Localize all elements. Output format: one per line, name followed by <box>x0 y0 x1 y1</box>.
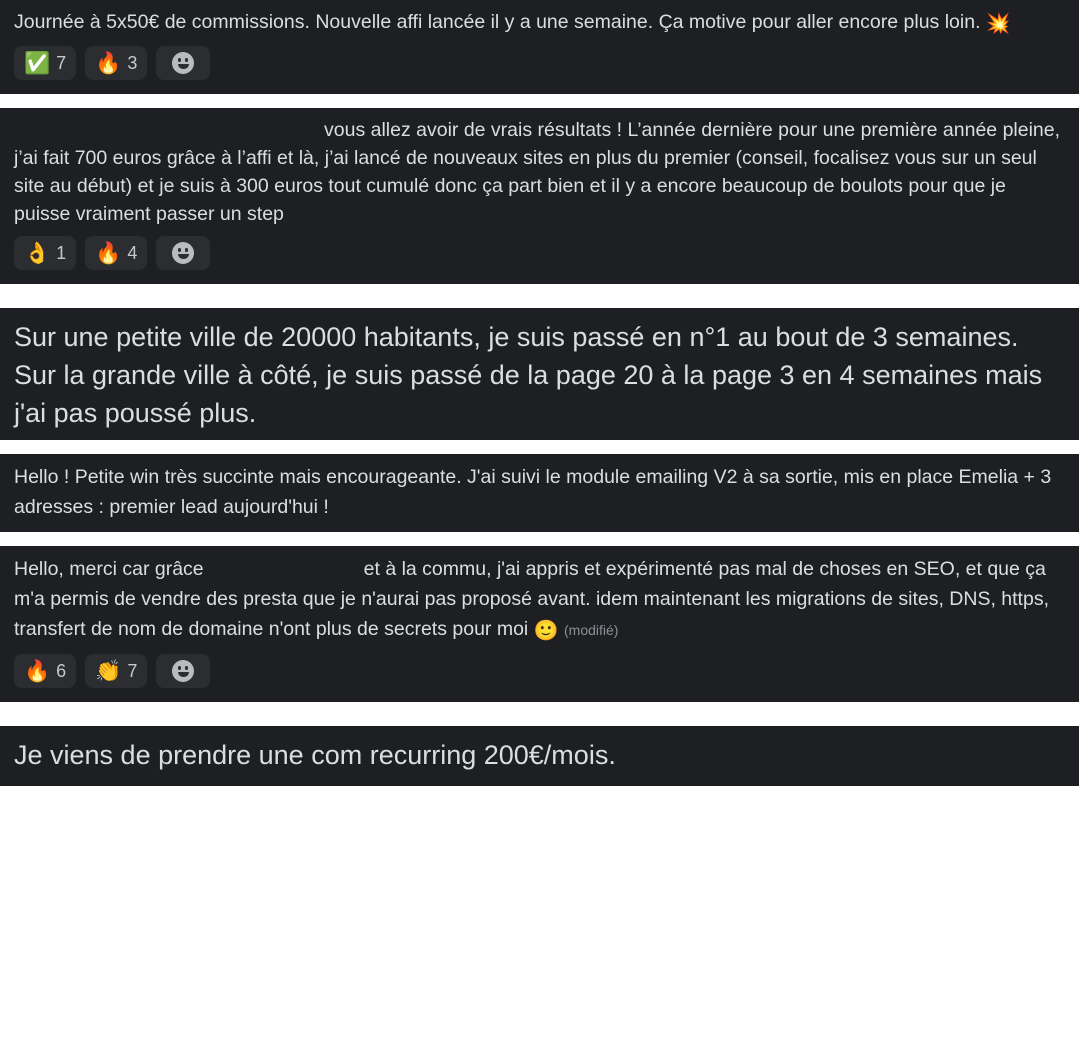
message-text-4: Hello ! Petite win très succinte mais encourageante. J'ai suivi le module emailing V2 à sa sortie, mis en place Emelia + 3 adresses : premier lead aujourd'hui ! <box>14 466 1057 518</box>
message-card-3 <box>0 308 1079 440</box>
message-body-5: et à la commu, j'ai appris et expérimenté pas mal de choses en SEO, et que ça m'a permis de vendre des presta que je n'aurai pas proposé avant. idem maintenant les migrations de sites, DNS, https, transfert de nom de domaine n'ont plus de secrets pour moi <box>14 558 1055 640</box>
fire-icon: 🔥 <box>24 659 51 683</box>
ok-hand-icon: 👌 <box>24 241 51 265</box>
reaction-count: 7 <box>127 660 138 681</box>
message-text-1 <box>0 0 1079 40</box>
reaction-count: 4 <box>127 242 138 263</box>
message-text-5 <box>0 546 1079 648</box>
spacer <box>0 532 1079 546</box>
message-card-6 <box>0 726 1079 786</box>
message-card-2 <box>0 108 1079 284</box>
fire-icon: 🔥 <box>95 241 122 265</box>
explosion-emoji: 💥 <box>985 13 1011 35</box>
reactions-bar-2 <box>0 230 1079 284</box>
reaction-count: 6 <box>56 660 67 681</box>
clap-reaction[interactable] <box>85 654 147 688</box>
smiley-face-icon <box>172 52 194 74</box>
reaction-count: 7 <box>56 52 67 73</box>
add-reaction-button[interactable] <box>156 654 210 688</box>
fire-reaction[interactable] <box>85 236 147 270</box>
reactions-bar-1 <box>0 40 1079 94</box>
spacer <box>0 94 1079 108</box>
add-reaction-button[interactable] <box>156 46 210 80</box>
ok-hand-reaction[interactable] <box>14 236 76 270</box>
message-card-5 <box>0 546 1079 702</box>
message-text-6: Je viens de prendre une com recurring 200€/mois. <box>14 740 616 770</box>
message-card-1 <box>0 0 1079 94</box>
spacer <box>0 702 1079 726</box>
spacer <box>0 440 1079 454</box>
message-text-2 <box>0 108 1079 230</box>
smiley-face-icon <box>172 242 194 264</box>
message-body-2: vous allez avoir de vrais résultats ! L’année dernière pour une première année pleine, j’ai fait 700 euros grâce à l’affi et là, j’ai lancé de nouveaux sites en plus du premier (conseil, focalisez vous sur un seul site au début) et je suis à 300 euros tout cumulé donc ça part bien et il y a encore beaucoup de boulots pour que je puisse vraiment passer un step <box>14 119 1066 225</box>
message-card-4 <box>0 454 1079 532</box>
slightly-smiling-face-emoji: 🙂 <box>533 620 559 642</box>
reaction-count: 1 <box>56 242 67 263</box>
smiley-face-icon <box>172 660 194 682</box>
edited-label: (modifié) <box>564 622 619 638</box>
fire-reaction[interactable] <box>14 654 76 688</box>
reaction-count: 3 <box>127 52 138 73</box>
message-text-3: Sur une petite ville de 20000 habitants, je suis passé en n°1 au bout de 3 semaines. Sur la grande ville à côté, je suis passé de la page 20 à la page 3 en 4 semaines mais j'ai pas poussé plus. <box>14 322 1050 428</box>
spacer <box>0 284 1079 308</box>
reactions-bar-5 <box>0 648 1079 702</box>
add-reaction-button[interactable] <box>156 236 210 270</box>
message-body-prefix-5: Hello, merci car grâce <box>14 558 204 580</box>
fire-icon: 🔥 <box>95 51 122 75</box>
check-mark-reaction[interactable] <box>14 46 76 80</box>
check-mark-icon: ✅ <box>24 51 51 75</box>
clapping-hands-icon: 👏 <box>95 659 122 683</box>
message-body-1: Journée à 5x50€ de commissions. Nouvelle affi lancée il y a une semaine. Ça motive pour aller encore plus loin. <box>14 11 986 33</box>
fire-reaction[interactable] <box>85 46 147 80</box>
